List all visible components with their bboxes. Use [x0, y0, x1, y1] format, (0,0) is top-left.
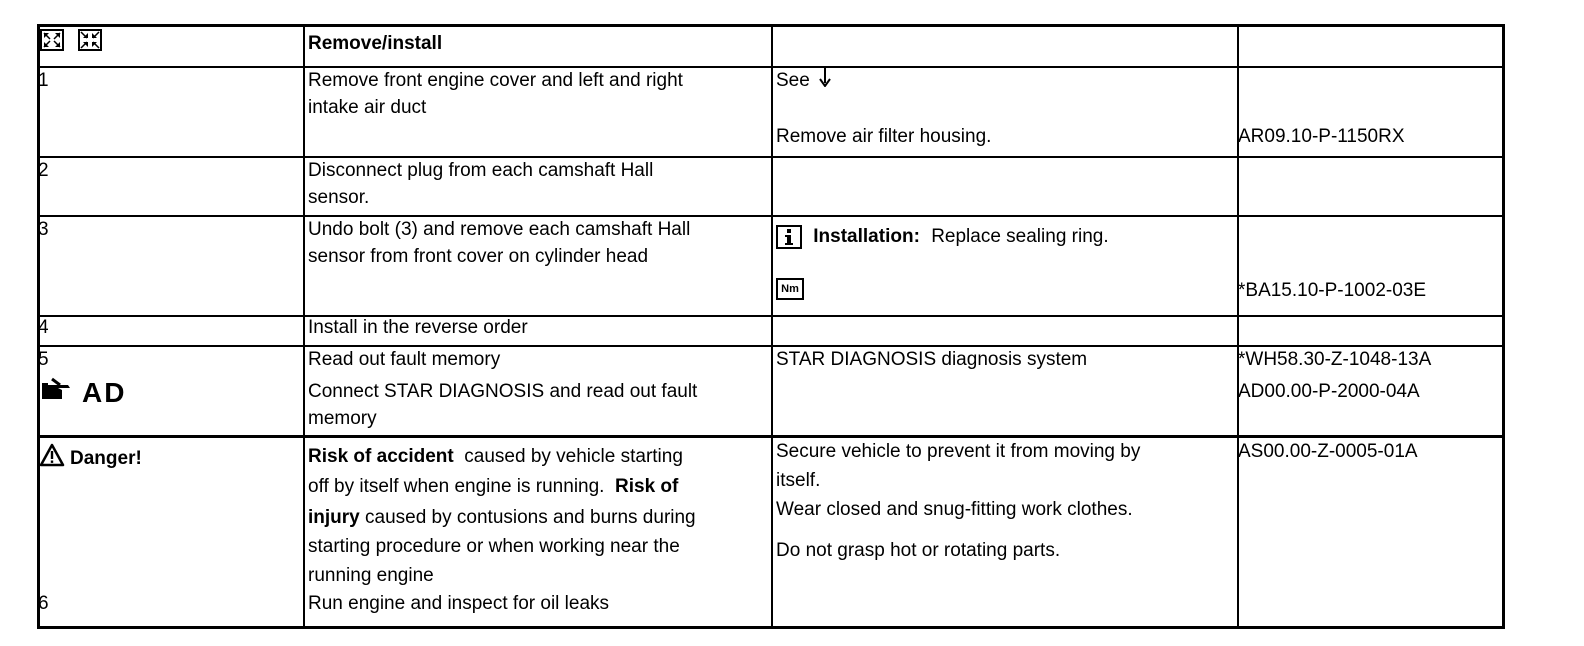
- step-number: 5: [38, 349, 49, 370]
- action-text: Undo bolt (3) and remove each camshaft Hall: [308, 219, 691, 240]
- danger-line: running engine: [308, 565, 434, 586]
- info-icon: [776, 225, 802, 249]
- action-text: Run engine and inspect for oil leaks: [308, 593, 610, 614]
- action-text: Connect STAR DIAGNOSIS and read out fault: [308, 381, 698, 402]
- risk-heading: Risk of: [615, 476, 679, 497]
- see-note: [776, 67, 831, 95]
- pointing-hand-icon: [40, 377, 80, 409]
- warning-triangle-icon: [39, 443, 65, 473]
- torque-icon[interactable]: [776, 278, 804, 300]
- row-divider: [40, 66, 1502, 68]
- risk-text: caused by contusions and burns during: [365, 507, 696, 528]
- action-text: Remove front engine cover and left and right: [308, 70, 683, 91]
- row-divider: [40, 156, 1502, 158]
- danger-line: [308, 442, 683, 472]
- risk-text: off by itself when engine is running.: [308, 476, 605, 497]
- step-number: 4: [38, 317, 49, 338]
- step-number: 2: [38, 160, 49, 181]
- note-text: Remove air filter housing.: [776, 126, 992, 147]
- ad-label: AD: [82, 377, 127, 408]
- step-number: 1: [38, 70, 49, 91]
- measure-text: Secure vehicle to prevent it from moving by: [776, 441, 1141, 462]
- action-text: sensor.: [308, 187, 370, 208]
- action-text: Disconnect plug from each camshaft Hall: [308, 160, 654, 181]
- column-divider: [1237, 27, 1239, 626]
- action-text: sensor from front cover on cylinder head: [308, 246, 649, 267]
- risk-heading: injury: [308, 507, 360, 528]
- measure-text: itself.: [776, 470, 821, 491]
- measure-text: Wear closed and snug-fitting work clothes.: [776, 499, 1133, 520]
- reference-link[interactable]: *BA15.10-P-1002-03E: [1238, 280, 1427, 301]
- danger-label: Danger!: [70, 448, 142, 469]
- danger-line: starting procedure or when working near the: [308, 536, 680, 557]
- reference-link[interactable]: AD00.00-P-2000-04A: [1238, 381, 1420, 402]
- row-divider: [40, 215, 1502, 217]
- step-number: 3: [38, 219, 49, 240]
- reference-link[interactable]: *WH58.30-Z-1048-13A: [1238, 349, 1432, 370]
- see-label: See: [776, 70, 810, 92]
- installation-note: [776, 223, 1109, 250]
- danger-line: [308, 503, 696, 533]
- row-divider: [40, 315, 1502, 317]
- action-text: Install in the reverse order: [308, 317, 528, 338]
- risk-text: caused by vehicle starting: [464, 446, 683, 467]
- step-number: 6: [38, 593, 49, 614]
- expand-icon: [40, 29, 64, 57]
- column-divider: [303, 27, 305, 626]
- installation-label: Installation:: [813, 226, 920, 247]
- action-text: memory: [308, 408, 377, 429]
- arrow-down-icon[interactable]: [819, 67, 831, 95]
- action-text: intake air duct: [308, 97, 427, 118]
- danger-line: [308, 472, 678, 502]
- risk-heading: Risk of accident: [308, 446, 454, 467]
- action-text: Read out fault memory: [308, 349, 501, 370]
- procedure-table: [37, 24, 1505, 629]
- note-text: STAR DIAGNOSIS diagnosis system: [776, 349, 1088, 370]
- torque-label: Nm: [776, 278, 804, 300]
- reference-link[interactable]: AS00.00-Z-0005-01A: [1238, 441, 1418, 462]
- column-divider: [771, 27, 773, 626]
- installation-text: Replace sealing ring.: [931, 226, 1109, 247]
- measure-text: Do not grasp hot or rotating parts.: [776, 540, 1061, 561]
- collapse-icon: [78, 29, 102, 57]
- reference-link[interactable]: AR09.10-P-1150RX: [1238, 126, 1405, 147]
- header-action: Remove/install: [308, 33, 443, 54]
